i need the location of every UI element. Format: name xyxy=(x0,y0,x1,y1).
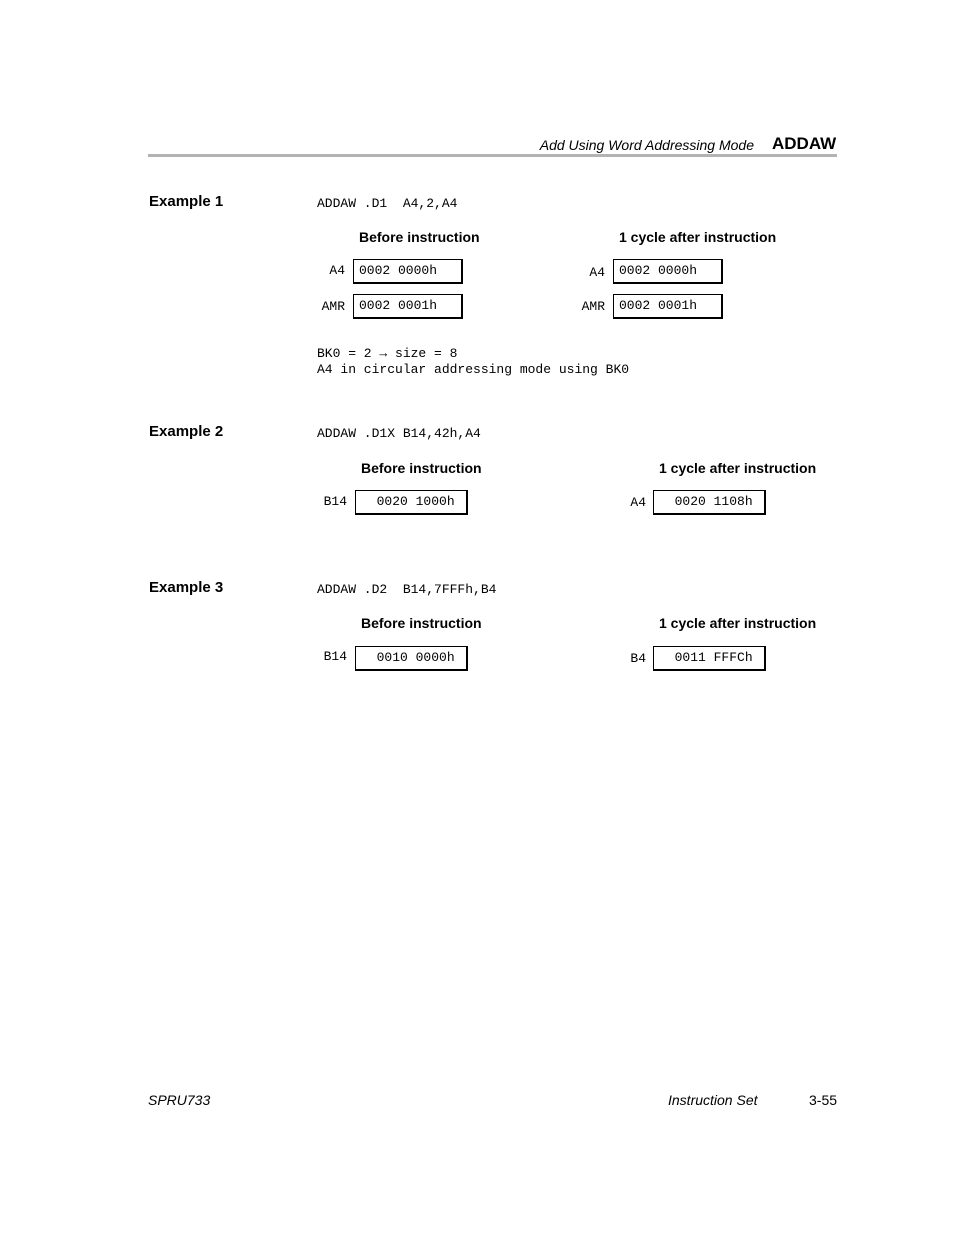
example-2-after-reg-value: 0020 1108h xyxy=(653,490,766,515)
example-1-before-heading: Before instruction xyxy=(359,229,480,245)
example-1-before-reg-value: 0002 0001h xyxy=(353,294,463,319)
example-3-code: ADDAW .D2 B14,7FFFh,B4 xyxy=(317,582,497,597)
header-rule xyxy=(148,154,837,157)
example-3-before-heading: Before instruction xyxy=(361,615,482,631)
example-1-after-reg-label: A4 xyxy=(589,265,605,280)
example-1-after-heading: 1 cycle after instruction xyxy=(619,229,777,245)
example-3-after-heading: 1 cycle after instruction xyxy=(659,615,817,631)
example-2-code: ADDAW .D1X B14,42h,A4 xyxy=(317,426,481,441)
example-3-after-reg-label: B4 xyxy=(630,651,646,666)
example-1-after-reg-value: 0002 0000h xyxy=(613,259,723,284)
example-1-before-reg-label: A4 xyxy=(329,263,345,278)
section-title: Add Using Word Addressing Mode xyxy=(539,137,754,153)
example-3-before-reg-label: B14 xyxy=(323,649,347,664)
example-2-after-reg-label: A4 xyxy=(630,495,646,510)
example-2-before-reg-value: 0020 1000h xyxy=(355,490,468,515)
example-1-before-reg-label: AMR xyxy=(321,299,345,314)
example-2-after-heading: 1 cycle after instruction xyxy=(659,460,817,476)
footer-chapter: Instruction Set xyxy=(668,1092,758,1108)
example-1-note: A4 in circular addressing mode using BK0 xyxy=(317,362,630,377)
example-3-after-reg-value: 0011 FFFCh xyxy=(653,646,766,671)
example-3-label: Example 3 xyxy=(149,579,224,596)
example-1-label: Example 1 xyxy=(149,193,224,210)
example-1-before-reg-value: 0002 0000h xyxy=(353,259,463,284)
mnemonic-heading: ADDAW xyxy=(772,134,837,153)
footer-doc-id: SPRU733 xyxy=(148,1092,211,1108)
example-1-after-reg-value: 0002 0001h xyxy=(613,294,723,319)
example-2-label: Example 2 xyxy=(149,423,224,440)
example-2-before-heading: Before instruction xyxy=(361,460,482,476)
footer-page-number: 3-55 xyxy=(809,1092,838,1108)
example-3-before-reg-value: 0010 0000h xyxy=(355,646,468,671)
example-1-note: BK0 = 2 → size = 8 xyxy=(317,346,458,361)
example-2-before-reg-label: B14 xyxy=(323,494,347,509)
example-1-after-reg-label: AMR xyxy=(581,299,605,314)
example-1-code: ADDAW .D1 A4,2,A4 xyxy=(317,196,458,211)
